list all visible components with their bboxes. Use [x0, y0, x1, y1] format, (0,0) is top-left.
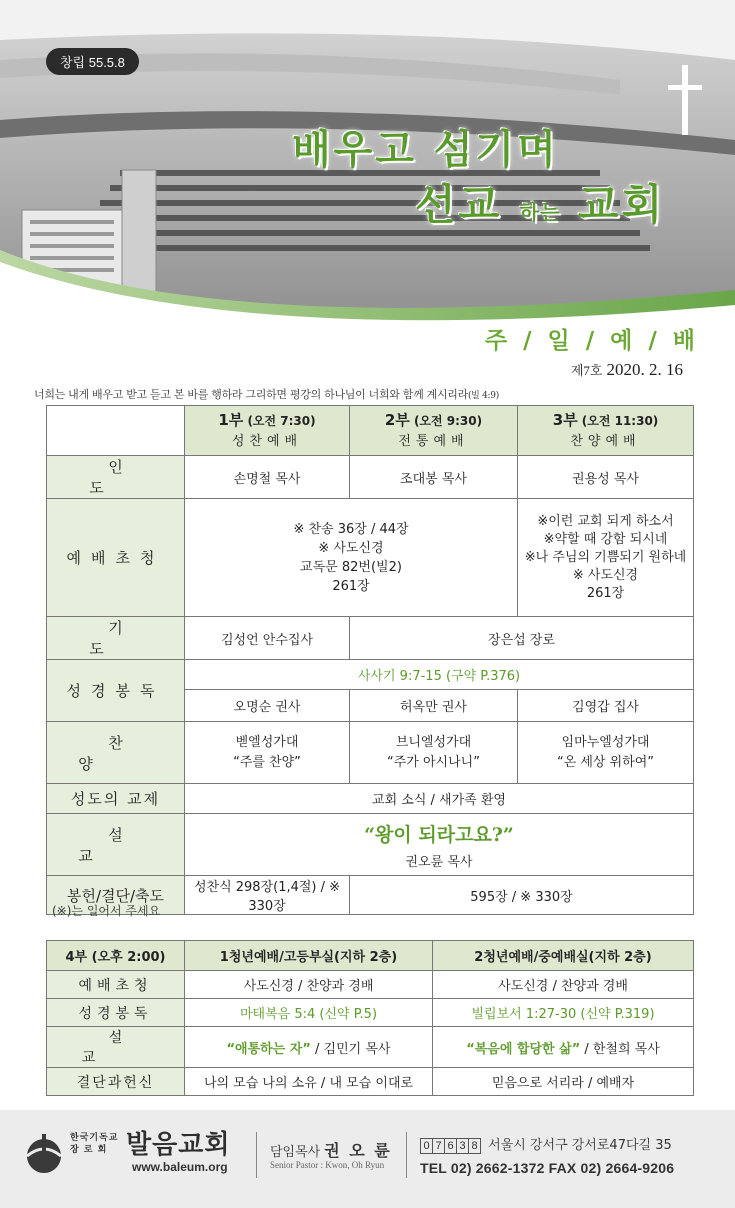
footer	[0, 1110, 735, 1208]
church-name: 발음교회	[126, 1130, 231, 1160]
theme-verse	[34, 386, 499, 402]
choir-song: “주가 아시나니”	[387, 754, 480, 770]
invitation-item: ※이런 교회 되게 하소서	[537, 513, 674, 529]
service-kind: 찬양예배	[570, 433, 641, 449]
leader-service-3: 권용성 목사	[518, 456, 694, 499]
label-text: 찬 양	[78, 733, 183, 773]
leader-service-2: 조대봉 목사	[350, 456, 518, 499]
row-label	[47, 784, 185, 814]
header	[0, 0, 735, 330]
worship-order-table	[46, 405, 694, 915]
zip-digit: 6	[444, 1138, 457, 1154]
choir-name: 브니엘성가대	[395, 734, 472, 750]
issue-info	[571, 360, 683, 380]
invitation-item: ※약할 때 강함 되시네	[543, 531, 668, 547]
sermon-cell	[185, 814, 694, 876]
service-part: 2부	[384, 410, 410, 429]
service-time: (오전 9:30)	[413, 413, 483, 428]
sermon-title: “애통하는 자”	[226, 1041, 311, 1057]
invitation-item: ※ 찬송 36장 / 44장	[293, 521, 409, 537]
row-label: 예배초청	[47, 971, 185, 999]
afternoon-sermon-row	[47, 1027, 694, 1068]
choir-row	[47, 722, 694, 784]
invitation-item: 교독문 82번(빌2)	[300, 559, 402, 575]
denomination-line-2: 장 로 회	[70, 1145, 108, 1155]
scripture-reference: 사사기 9:7-15 (구약 P.376)	[185, 660, 694, 690]
invitation-item: ※나 주님의 기쁨되기 원하네	[524, 549, 687, 565]
slogan-word-doing: 하는	[519, 200, 561, 224]
senior-pastor-english: Senior Pastor : Kwon, Oh Ryun	[270, 1160, 385, 1170]
choir-service-3	[518, 722, 694, 784]
reader-service-1: 오명순 권사	[185, 690, 350, 722]
prayer-service-2-3: 장은섭 장로	[350, 617, 694, 660]
church-website-link[interactable]: www.baleum.org	[132, 1160, 228, 1174]
issue-number: 제7호	[570, 363, 603, 378]
leader-service-1: 손명철 목사	[185, 456, 350, 499]
row-label	[47, 1027, 185, 1068]
youth-2-scripture: 빌립보서 1:27-30 (신약 P.319)	[433, 999, 694, 1027]
youth-1-commitment: 나의 모습 나의 소유 / 내 모습 이대로	[185, 1068, 433, 1096]
choir-name: 임마누엘성가대	[561, 734, 650, 750]
pastor-label: 담임목사	[270, 1145, 321, 1160]
invitation-service-3	[518, 499, 694, 617]
slogan-word-mission: 선교	[415, 180, 503, 229]
youth-2-sermon	[433, 1027, 694, 1068]
sermon-title: “복음에 합당한 삶”	[466, 1041, 581, 1057]
service-1-header	[185, 406, 350, 456]
row-label	[47, 722, 185, 784]
service-part: 1부	[218, 410, 244, 429]
label-text: 설 교	[78, 825, 183, 865]
service-2-header	[350, 406, 518, 456]
slogan-line-1: 배우고 섬기며	[292, 127, 559, 173]
youth-2-invitation: 사도신경 / 찬양과 경배	[433, 971, 694, 999]
label-text: 설 교	[81, 1030, 177, 1066]
zip-digit: 3	[456, 1138, 469, 1154]
youth-1-invitation: 사도신경 / 찬양과 경배	[185, 971, 433, 999]
invitation-item: 261장	[332, 578, 370, 594]
service-time: (오전 11:30)	[581, 413, 659, 428]
fellowship-row	[47, 784, 694, 814]
street-address: 서울시 강서구 강서로47다길 35	[488, 1138, 672, 1153]
youth-1-sermon	[185, 1027, 433, 1068]
afternoon-invitation-row	[47, 971, 694, 999]
fellowship-value: 교회 소식 / 새가족 환영	[185, 784, 694, 814]
blank-cell	[47, 406, 185, 456]
service-kind: 전통예배	[398, 433, 469, 449]
week-title: 주 / 일 / 예 / 배	[484, 327, 699, 354]
issue-date: 2020. 2. 16	[606, 360, 683, 379]
label-text: 기 도	[89, 619, 161, 658]
offering-service-2-3: 595장 / ※ 330장	[350, 876, 694, 915]
prayer-service-1: 김성언 안수집사	[185, 617, 350, 660]
label-text: 성경봉독	[66, 682, 165, 700]
footer-divider	[406, 1132, 407, 1178]
verse-text: 너희는 내게 배우고 받고 듣고 본 바를 행하라 그리하면 평강의 하나님이 너희와 함께 계시리라	[34, 388, 468, 401]
invitation-item: 261장	[586, 585, 625, 601]
denomination	[70, 1132, 118, 1156]
invitation-service-1-2	[185, 499, 518, 617]
row-label	[47, 617, 185, 660]
part-4-time: 4부 (오후 2:00)	[47, 941, 185, 971]
sermon-title: “왕이 되라고요?”	[364, 823, 514, 846]
youth-2-commitment: 믿음으로 서리라 / 예배자	[433, 1068, 694, 1096]
row-label: 성경봉독	[47, 999, 185, 1027]
afternoon-header-row	[47, 941, 694, 971]
invitation-item: ※ 사도신경	[318, 540, 384, 556]
footer-divider	[256, 1132, 257, 1178]
service-part: 3부	[552, 410, 578, 429]
youth-2-service: 2청년예배/중예배실(지하 2층)	[433, 941, 694, 971]
service-3-header	[518, 406, 694, 456]
youth-1-scripture: 마태복음 5:4 (신약 P.5)	[185, 999, 433, 1027]
invitation-row	[47, 499, 694, 617]
reader-service-3: 김영갑 집사	[518, 690, 694, 722]
verse-reference: (빌 4:9)	[467, 391, 499, 401]
row-label	[47, 499, 185, 617]
invitation-item: ※ 사도신경	[572, 567, 639, 583]
youth-1-service: 1청년예배/고등부실(지하 2층)	[185, 941, 433, 971]
row-label: 결단과헌신	[47, 1068, 185, 1096]
reading-scripture-row	[47, 660, 694, 690]
afternoon-commitment-row	[47, 1068, 694, 1096]
pastor-name: 권 오 륜	[324, 1141, 392, 1160]
service-header-row	[47, 406, 694, 456]
senior-pastor	[270, 1138, 392, 1161]
sermon-row	[47, 814, 694, 876]
label-text: 인 도	[89, 458, 161, 497]
afternoon-reading-row	[47, 999, 694, 1027]
zip-digit: 0	[420, 1138, 433, 1154]
contact-numbers: TEL 02) 2662-1372 FAX 02) 2664-9206	[420, 1160, 675, 1176]
sermon-preacher: / 김민기 목사	[310, 1041, 391, 1057]
slogan-line-2	[415, 172, 665, 232]
offering-service-1: 성찬식 298장(1,4절) / ※ 330장	[185, 876, 350, 915]
founded-badge: 창립 55.5.8	[46, 48, 139, 75]
choir-song: “주를 찬양”	[233, 754, 301, 770]
row-label	[47, 660, 185, 722]
choir-service-2	[350, 722, 518, 784]
reader-service-2: 허옥만 권사	[350, 690, 518, 722]
service-kind: 성찬예배	[231, 433, 303, 449]
denomination-line-1: 한국기독교	[70, 1133, 119, 1143]
sermon-preacher: 권오륜 목사	[405, 854, 473, 870]
address	[420, 1134, 672, 1154]
zip-digit: 8	[468, 1138, 481, 1154]
leader-row	[47, 456, 694, 499]
standing-note: (※)는 일어서 주세요	[52, 904, 161, 918]
sermon-preacher: / 한철희 목사	[580, 1041, 660, 1057]
label-text: 봉헌/결단/축도	[66, 886, 165, 905]
label-text: 성도의 교제	[70, 790, 161, 808]
zip-digit: 7	[432, 1138, 445, 1154]
choir-service-1	[185, 722, 350, 784]
service-time: (오전 7:30)	[247, 413, 316, 428]
church-logo-icon	[22, 1132, 66, 1176]
row-label	[47, 456, 185, 499]
slogan-word-church: 교회	[578, 180, 666, 229]
row-label	[47, 814, 185, 876]
afternoon-service-table	[46, 940, 694, 1096]
choir-song: “온 세상 위하여”	[556, 754, 655, 770]
label-text: 예배초청	[66, 549, 165, 567]
choir-name: 벧엘성가대	[235, 734, 299, 750]
prayer-row	[47, 617, 694, 660]
